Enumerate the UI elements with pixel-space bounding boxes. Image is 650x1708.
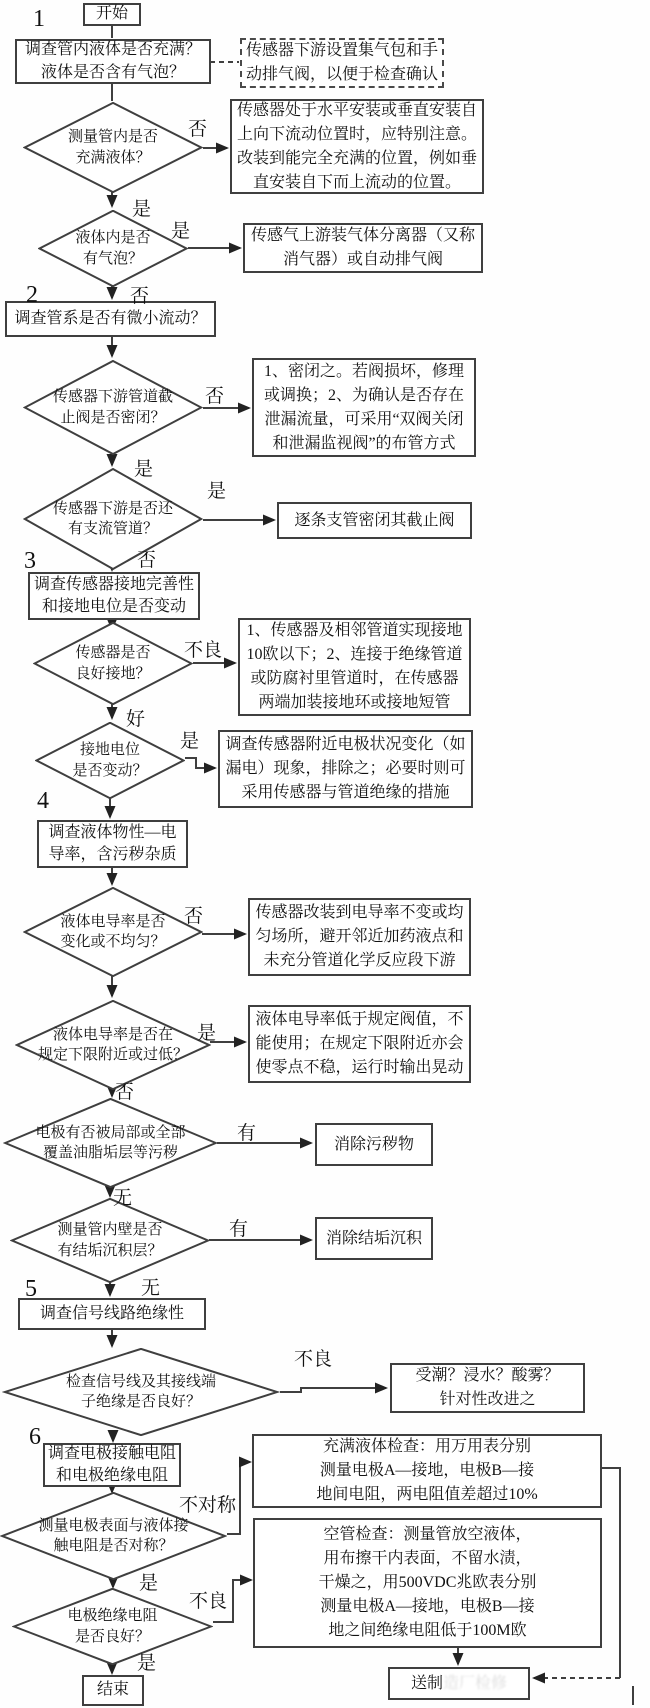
text-line: 传感器下游设置集气包和手 — [246, 42, 439, 59]
text-line: 传感器下游管道截 — [52, 389, 173, 406]
text-line: 调查传感器接地完善性 — [33, 575, 194, 593]
decision-electrode-fouling-label — [3, 1123, 218, 1164]
edge-label-否: 否 — [184, 906, 204, 927]
decision-well-grounded-label — [33, 643, 193, 684]
edge-label-是: 是 — [137, 1653, 157, 1674]
remedy-seal-branch-valves-label — [279, 508, 470, 534]
text-line: 10欧以下；2、连接于绝缘管道 — [246, 646, 463, 663]
check-full-liquid — [252, 1434, 602, 1508]
decision-contact-resistance-symmetric-label — [0, 1516, 227, 1557]
edge-label-是: 是 — [207, 481, 227, 502]
text-line: 开始 — [95, 5, 128, 23]
text-line: 检查信号线及其接线端 — [65, 1373, 216, 1390]
step6-check-electrode-resistance-label — [45, 1443, 179, 1487]
text-line: 逐条支管密闭其截止阀 — [294, 511, 455, 529]
decision-signal-wire-insulation — [2, 1348, 280, 1436]
edge-label-有: 有 — [237, 1123, 257, 1144]
decision-conductivity-low — [15, 1000, 211, 1090]
step-number-3: 3 — [24, 548, 36, 574]
remedy-seal-valve — [252, 358, 476, 457]
edge-label-是: 是 — [134, 459, 154, 480]
text-line: 用布擦干内表面，不留水渍， — [323, 1550, 532, 1567]
decision-bubbles — [38, 210, 191, 287]
text-line: 上向下流动位置时，应特别注意。 — [236, 125, 477, 143]
text-line: 子绝缘是否良好？ — [80, 1394, 201, 1410]
edge-label-有: 有 — [229, 1219, 249, 1240]
start-node — [83, 3, 141, 26]
text-line: 受潮？浸水？酸雾？ — [415, 1367, 560, 1384]
send-to-manufacturer-label — [390, 1671, 528, 1697]
decision-conductivity-uniform-label — [23, 912, 203, 953]
text-line: 干燥之，用500VDC兆欧表分别 — [318, 1574, 537, 1591]
decision-tube-full-label — [23, 127, 203, 168]
text-line: 充满液体检查：用万用表分别 — [322, 1438, 531, 1455]
text-line: 地之间绝缘电阻低于100M欧 — [328, 1622, 527, 1639]
decision-scale-deposit — [10, 1198, 210, 1283]
remedy-grounding — [238, 618, 471, 716]
text-line: 空管检查：测量管放空液体， — [323, 1526, 532, 1543]
text-line: 和泄漏监视阀”的布管方式 — [272, 434, 456, 452]
edge-label-否: 否 — [130, 286, 150, 307]
check-full-liquid-label — [254, 1434, 600, 1508]
edge-label-是: 是 — [180, 731, 200, 752]
decision-branch-pipes-label — [23, 499, 203, 540]
text-line: 触电阻是否对称？ — [53, 1538, 174, 1554]
flow-edge-35 — [602, 1468, 620, 1678]
text-line: 和接地电位是否变动 — [41, 598, 186, 615]
step2-check-micro-flow-label — [7, 308, 214, 330]
decision-insulation-resistance-good-label — [12, 1606, 213, 1647]
step3-check-grounding-label — [30, 574, 198, 618]
text-line: 导率，含污秽杂质 — [48, 846, 177, 863]
edge-label-是: 是 — [197, 1023, 217, 1044]
text-line: 是否良好？ — [74, 1628, 150, 1645]
decision-well-grounded — [33, 622, 193, 705]
text-line: 液体是否含有气泡？ — [40, 63, 185, 81]
check-empty-pipe — [253, 1518, 602, 1648]
decision-scale-deposit-label — [10, 1220, 210, 1261]
check-empty-pipe-label — [255, 1522, 600, 1644]
edge-label-是: 是 — [132, 199, 152, 220]
decision-ground-potential-label — [35, 740, 185, 781]
remedy-install-position-label — [232, 98, 482, 196]
text-line: 测量管内壁是否 — [57, 1222, 163, 1239]
text-line: 采用传感器与管道绝缘的措施 — [241, 784, 450, 801]
text-line: 测量电极A—接地，电极B—接 — [320, 1598, 535, 1615]
edge-label-是: 是 — [139, 1573, 159, 1594]
edge-label-否: 否 — [205, 386, 225, 407]
text-line: 匀场所，避开邻近加药液点和 — [255, 928, 464, 945]
text-line: 电极有否被局部或全部 — [35, 1124, 186, 1141]
step5-check-signal-insulation — [18, 1298, 206, 1330]
text-line: 止阀是否密闭？ — [60, 409, 166, 426]
decision-ground-potential — [35, 722, 185, 799]
step5-check-signal-insulation-label — [20, 1303, 204, 1325]
remedy-remove-fouling — [315, 1123, 433, 1166]
edge-label-是: 是 — [171, 221, 191, 242]
remedy-moisture-label — [392, 1363, 583, 1413]
remedy-relocate-sensor-label — [250, 900, 469, 974]
edge-label-不良: 不良 — [189, 1591, 228, 1612]
step-number-5: 5 — [25, 1276, 37, 1302]
decision-conductivity-low-label — [15, 1025, 211, 1066]
step-number-2: 2 — [26, 282, 38, 308]
text-line: 液体电导率是否在 — [52, 1026, 173, 1043]
step4-check-conductivity-label — [39, 822, 186, 866]
start-node-label — [85, 3, 139, 25]
text-line: 1、传感器及相邻管道实现接地 — [246, 622, 463, 639]
remedy-remove-fouling-label — [317, 1132, 431, 1158]
remedy-gas-separator — [243, 223, 483, 273]
text-line: 1、密闭之。若阀损坏，修理 — [263, 362, 464, 380]
text-line: 消气器）或自动排气阀 — [282, 251, 443, 268]
text-line: 液体内是否 — [75, 230, 151, 247]
step6-check-electrode-resistance — [43, 1443, 181, 1487]
step-number-4: 4 — [37, 788, 49, 814]
text-line: 调查传感器附近电极状况变化（如 — [225, 736, 466, 753]
text-line: 和电极绝缘电阻 — [55, 1467, 168, 1484]
text-line: 结束 — [96, 1681, 129, 1699]
edge-label-好: 好 — [126, 709, 146, 730]
text-line: 调查电极接触电阻 — [47, 1444, 176, 1462]
text-line: 传感器下游是否还 — [52, 500, 173, 517]
decision-electrode-fouling — [3, 1098, 218, 1188]
text-line: 使零点不稳，运行时输出晃动 — [255, 1059, 464, 1076]
text-line: 有气泡？ — [82, 250, 143, 267]
edge-label-不良: 不良 — [184, 640, 223, 661]
decision-stop-valve-sealed — [23, 360, 203, 455]
text-line: 调查液体物性—电 — [48, 823, 177, 841]
text-line: 动排气阀，以便于检查确认 — [246, 66, 439, 83]
edge-label-无: 无 — [141, 1278, 161, 1299]
text-line: 传感气上游装气体分离器（又称 — [250, 227, 475, 244]
edge-label-无: 无 — [113, 1188, 133, 1209]
text-line: 针对性改进之 — [439, 1391, 536, 1408]
send-to-manufacturer — [388, 1667, 530, 1700]
text-line: 测量管内是否 — [67, 129, 158, 146]
text-line: 接地电位 — [79, 742, 140, 759]
text-line: 电极绝缘电阻 — [67, 1608, 158, 1625]
remedy-nearby-leakage — [218, 730, 473, 808]
text-line: 送制造厂检修 — [410, 1674, 508, 1692]
text-line: 传感器处于水平安装或垂直安装自 — [236, 101, 477, 119]
flow-edge-15 — [185, 758, 215, 768]
text-line: 调查管系是否有微小流动？ — [14, 309, 207, 327]
edge-label-否: 否 — [188, 119, 208, 140]
remedy-grounding-label — [240, 618, 469, 716]
remedy-relocate-sensor — [248, 898, 471, 976]
text-line: 调查信号线路绝缘性 — [39, 1304, 184, 1322]
text-line: 有结垢沉积层？ — [57, 1242, 163, 1259]
decision-insulation-resistance-good — [12, 1588, 213, 1665]
text-line: 是否变动？ — [72, 762, 148, 779]
decision-bubbles-label — [38, 228, 188, 269]
remedy-gas-separator-label — [245, 223, 481, 273]
text-line: 液体电导率低于规定阀值，不 — [255, 1011, 464, 1028]
remedy-seal-valve-label — [254, 359, 474, 457]
remedy-remove-scale — [315, 1217, 433, 1260]
decision-conductivity-uniform — [23, 887, 203, 977]
text-line: 良好接地？ — [75, 665, 151, 682]
edge-label-否: 否 — [115, 1082, 135, 1103]
text-line: 或调换；2、为确认是否存在 — [263, 386, 464, 404]
step-number-1: 1 — [33, 6, 45, 32]
text-line: 传感器改装到电导率不变或均 — [255, 904, 464, 921]
text-line: 地间电阻，两电阻值差超过10% — [316, 1486, 538, 1503]
step3-check-grounding — [28, 572, 200, 620]
remedy-moisture — [390, 1363, 585, 1413]
note-downstream-air-pocket — [240, 38, 444, 88]
remedy-install-position — [230, 99, 484, 194]
text-line: 未充分管道化学反应段下游 — [263, 952, 456, 969]
step1-check-liquid-full — [15, 39, 211, 84]
text-line: 规定下限附近或过低？ — [37, 1047, 188, 1063]
note-downstream-air-pocket-label — [242, 38, 442, 88]
decision-branch-pipes — [23, 468, 203, 570]
decision-signal-wire-insulation-label — [2, 1372, 280, 1413]
edge-label-否: 否 — [137, 550, 157, 571]
end-node — [82, 1675, 144, 1706]
text-line: 消除结垢沉积 — [325, 1229, 422, 1247]
text-line: 变化或不均匀？ — [60, 934, 166, 950]
remedy-low-conductivity-label — [250, 1007, 469, 1081]
step4-check-conductivity — [37, 820, 188, 868]
text-line: 调查管内液体是否充满？ — [24, 41, 201, 59]
text-line: 能使用；在规定下限附近亦会 — [255, 1035, 464, 1052]
text-line: 液体电导率是否 — [60, 913, 166, 930]
decision-stop-valve-sealed-label — [23, 387, 203, 428]
flow-edge-27 — [280, 1388, 386, 1392]
text-line: 改装到能完全充满的位置，例如垂 — [236, 149, 477, 167]
text-line: 直安装自下而上流动的位置。 — [252, 173, 461, 191]
text-line: 传感器是否 — [75, 645, 151, 662]
remedy-low-conductivity — [248, 1005, 471, 1083]
text-line: 测量电极表面与液体接 — [38, 1517, 189, 1534]
decision-tube-full — [23, 102, 203, 193]
text-line: 漏电）现象，排除之；必要时则可 — [225, 760, 466, 777]
step1-check-liquid-full-label — [17, 39, 209, 83]
text-line: 测量电极A—接地，电极B—接 — [319, 1462, 535, 1479]
remedy-seal-branch-valves — [277, 502, 472, 539]
edge-label-不对称: 不对称 — [179, 1495, 237, 1516]
remedy-nearby-leakage-label — [220, 732, 471, 806]
text-line: 覆盖油脂垢层等污秽 — [42, 1145, 178, 1161]
edge-label-不良: 不良 — [294, 1349, 333, 1370]
text-line: 两端加装接地环或接地短管 — [258, 694, 451, 711]
step-number-6: 6 — [29, 1424, 41, 1450]
text-line: 或防腐衬里管道时，在传感器 — [250, 670, 459, 687]
text-line: 消除污秽物 — [333, 1135, 414, 1153]
text-line: 有支流管道？ — [67, 521, 158, 537]
remedy-remove-scale-label — [317, 1226, 431, 1252]
text-line: 泄漏流量，可采用“双阀关闭 — [264, 410, 464, 428]
end-node-label — [84, 1679, 142, 1701]
text-line: 充满液体？ — [75, 149, 151, 166]
